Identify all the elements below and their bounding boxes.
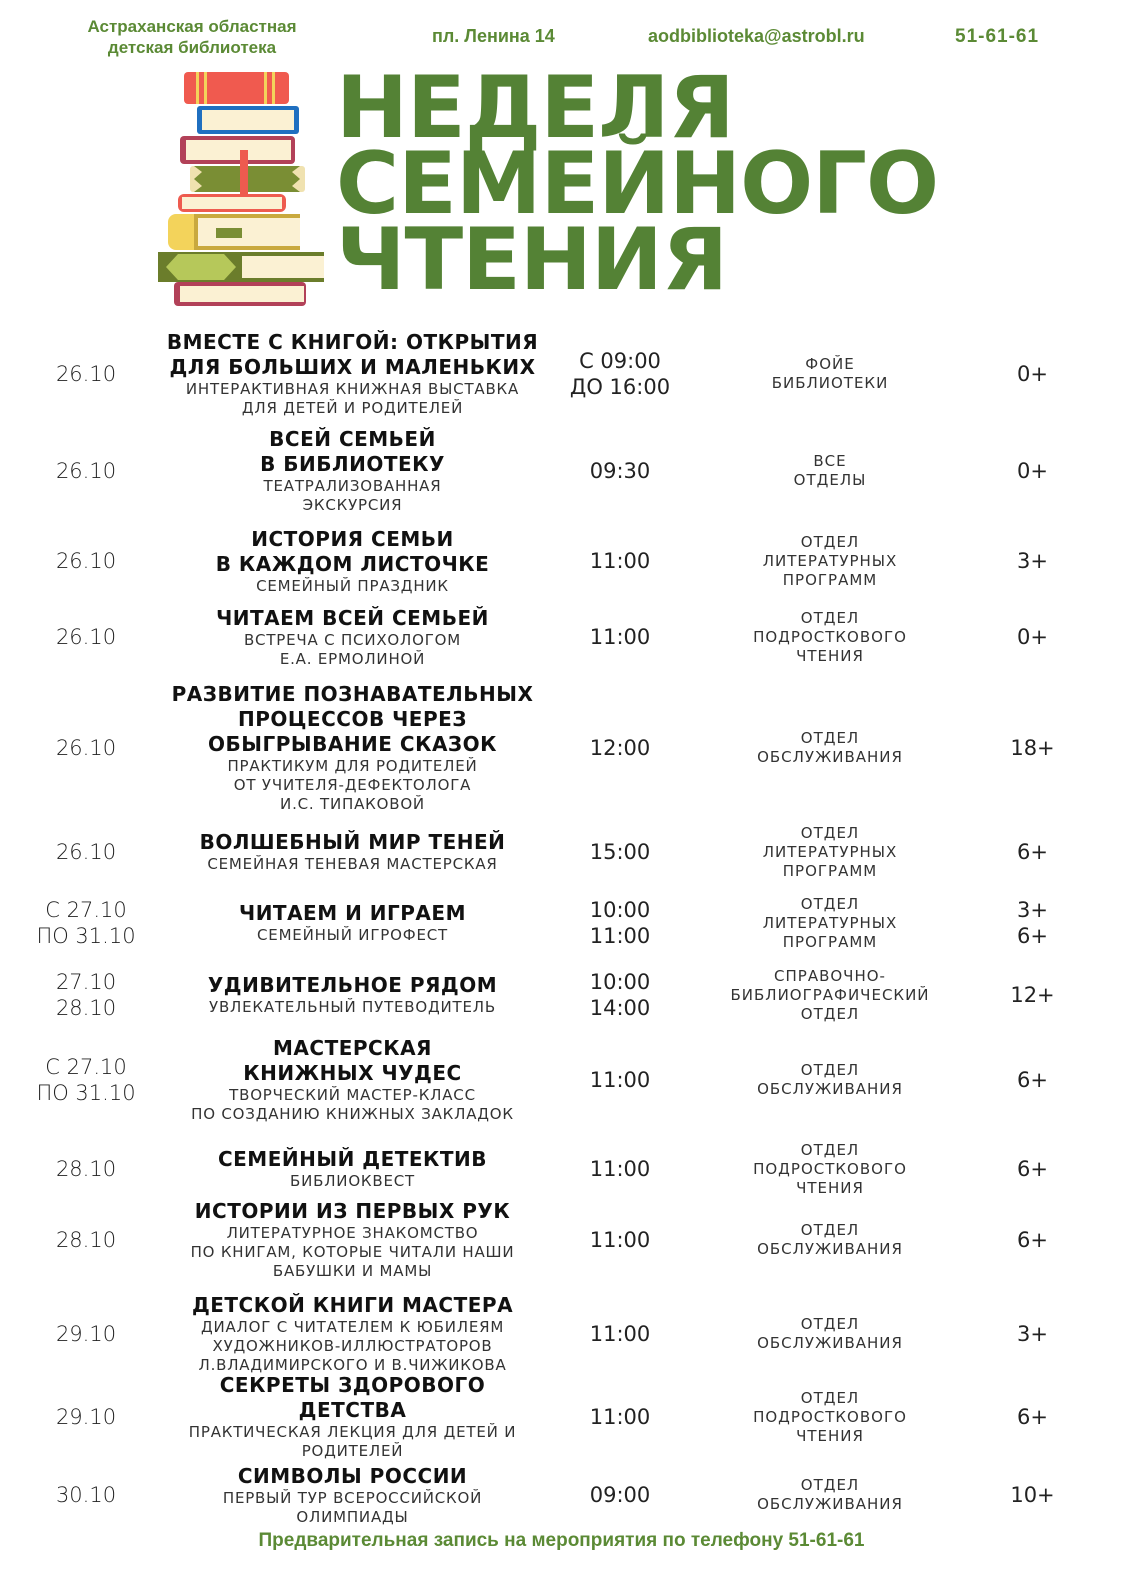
event-date: [30, 602, 142, 672]
email-link[interactable]: aodbiblioteka@astrobl.ru: [648, 26, 865, 46]
phone-number[interactable]: 51-61-61: [955, 26, 1040, 47]
event-info: [165, 890, 540, 956]
event-place-line: ПОДРОСТКОВОГО: [753, 1407, 907, 1426]
event-place-line: ОТДЕЛ: [800, 1315, 860, 1333]
event-place-line: ПРОГРАММ: [782, 932, 878, 951]
event-date: [30, 1134, 142, 1204]
event-place: [720, 1288, 940, 1380]
event-title: ДЕТСКОЙ КНИГИ МАСТЕРА: [191, 1293, 514, 1317]
event-date-line: 26.10: [55, 625, 117, 649]
event-subtitle: БИБЛИОКВЕСТ: [290, 1172, 415, 1190]
age-rating: [995, 328, 1070, 420]
event-time: [560, 678, 680, 818]
event-info: [165, 1134, 540, 1204]
event-time: [560, 822, 680, 882]
age-rating-line: 6+: [1017, 924, 1048, 948]
event-title: ЧИТАЕМ ВСЕЙ СЕМЬЕЙ: [216, 605, 489, 630]
event-time: [560, 526, 680, 596]
library-name: [72, 16, 312, 58]
event-title: В БИБЛИОТЕКУ: [260, 452, 445, 476]
event-date-line: ПО 31.10: [36, 1081, 136, 1105]
event-time-line: 11:00: [589, 1157, 651, 1181]
event-place-line: ОТДЕЛ: [800, 1004, 860, 1023]
event-title: ЧИТАЕМ И ИГРАЕМ: [239, 901, 466, 925]
event-row: [30, 1030, 1110, 1130]
age-rating-line: 6+: [1017, 840, 1048, 864]
age-rating-line: 3+: [1017, 549, 1048, 573]
event-date-line: С 27.10: [45, 898, 127, 922]
event-subtitle: ПРАКТИКУМ ДЛЯ РОДИТЕЛЕЙ: [227, 757, 478, 775]
event-place: [720, 1456, 940, 1534]
event-time: [560, 890, 680, 956]
event-date: [30, 328, 142, 420]
event-place-line: ЛИТЕРАТУРНЫХ: [762, 551, 898, 570]
event-row: [30, 678, 1110, 818]
age-rating: [995, 426, 1070, 516]
age-rating: [995, 1196, 1070, 1284]
event-place-line: СПРАВОЧНО-: [774, 966, 886, 985]
event-subtitle: БАБУШКИ И МАМЫ: [272, 1262, 433, 1280]
event-row: [30, 602, 1110, 672]
event-subtitle: ТВОРЧЕСКИЙ МАСТЕР-КЛАСС: [229, 1086, 476, 1104]
event-info: [165, 1373, 540, 1460]
event-place: [720, 526, 940, 596]
library-name-line2: детская библиотека: [107, 38, 277, 57]
event-subtitle: Л.ВЛАДИМИРСКОГО И В.ЧИЖИКОВА: [198, 1356, 507, 1374]
event-date-line: С 27.10: [45, 1055, 127, 1079]
event-date: [30, 1196, 142, 1284]
event-subtitle: РОДИТЕЛЕЙ: [301, 1442, 404, 1460]
event-subtitle: СЕМЕЙНЫЙ ПРАЗДНИК: [256, 576, 449, 595]
event-place: [720, 890, 940, 956]
event-date-line: 29.10: [55, 1322, 117, 1346]
event-place-line: ОТДЕЛ: [800, 1476, 860, 1494]
event-place-line: ЧТЕНИЯ: [796, 1426, 864, 1445]
age-rating: [995, 822, 1070, 882]
event-info: [165, 426, 540, 516]
age-rating: [995, 678, 1070, 818]
event-row: [30, 426, 1110, 516]
event-subtitle: ОТ УЧИТЕЛЯ-ДЕФЕКТОЛОГА: [233, 776, 472, 794]
event-place-line: ОБСЛУЖИВАНИЯ: [757, 1334, 903, 1352]
event-time: [560, 426, 680, 516]
event-row: [30, 328, 1110, 420]
event-date-line: 29.10: [55, 1405, 117, 1429]
event-place: [720, 426, 940, 516]
event-place-line: ОТДЕЛ: [800, 1388, 860, 1407]
title-line3: ЧТЕНИЯ: [336, 210, 728, 310]
event-place-line: ОБСЛУЖИВАНИЯ: [757, 1080, 903, 1098]
event-time: [560, 328, 680, 420]
event-place-line: ОБСЛУЖИВАНИЯ: [757, 1240, 903, 1258]
event-place-line: ЧТЕНИЯ: [796, 646, 864, 665]
event-info: [165, 822, 540, 882]
event-place-line: БИБЛИОГРАФИЧЕСКИЙ: [730, 985, 930, 1004]
event-title: В КАЖДОМ ЛИСТОЧКЕ: [215, 551, 490, 576]
event-row: [30, 962, 1110, 1028]
age-rating-line: 6+: [1017, 1157, 1048, 1181]
event-subtitle: ХУДОЖНИКОВ-ИЛЛЮСТРАТОРОВ: [212, 1337, 493, 1355]
event-info: [165, 1288, 540, 1380]
event-place: [720, 822, 940, 882]
event-title: КНИЖНЫХ ЧУДЕС: [243, 1061, 462, 1085]
event-date: [30, 822, 142, 882]
event-subtitle: ПРАКТИЧЕСКАЯ ЛЕКЦИЯ ДЛЯ ДЕТЕЙ И: [188, 1423, 517, 1441]
age-rating: [995, 962, 1070, 1028]
event-place-line: ЛИТЕРАТУРНЫХ: [762, 842, 898, 861]
age-rating: [995, 1288, 1070, 1380]
event-info: [165, 1456, 540, 1534]
event-row: [30, 890, 1110, 956]
event-place-line: ПОДРОСТКОВОГО: [753, 1159, 907, 1178]
event-date: [30, 1380, 142, 1454]
age-rating-line: 0+: [1017, 362, 1048, 386]
event-place-line: ОТДЕЛЫ: [793, 471, 867, 489]
event-time-line: 10:00: [589, 970, 651, 994]
event-title: СЕМЕЙНЫЙ ДЕТЕКТИВ: [217, 1147, 488, 1171]
library-name-line1: Астраханская областная: [87, 17, 297, 36]
event-date-line: 30.10: [55, 1483, 117, 1507]
age-rating-line: 18+: [1010, 736, 1055, 760]
event-info: [165, 526, 540, 596]
event-time: [560, 1030, 680, 1130]
age-rating-line: 6+: [1017, 1228, 1048, 1252]
event-subtitle: ТЕАТРАЛИЗОВАННАЯ: [263, 477, 442, 495]
event-time-line: С 09:00: [579, 349, 661, 373]
event-time-line: 09:30: [589, 459, 651, 483]
event-title: ИСТОРИЯ СЕМЬИ: [251, 526, 454, 551]
event-date: [30, 1030, 142, 1130]
age-rating: [995, 1030, 1070, 1130]
event-place-line: ОТДЕЛ: [800, 1221, 860, 1239]
event-date-line: 26.10: [55, 736, 117, 760]
event-subtitle: И.С. ТИПАКОВОЙ: [280, 795, 425, 813]
event-date: [30, 890, 142, 956]
age-rating: [995, 890, 1070, 956]
event-time: [560, 1134, 680, 1204]
address: пл. Ленина 14: [432, 26, 555, 46]
event-place-line: ОТДЕЛ: [800, 532, 860, 551]
event-date: [30, 678, 142, 818]
event-place-line: ОТДЕЛ: [800, 608, 860, 627]
age-rating-line: 6+: [1017, 1405, 1048, 1429]
title-line1: НЕДЕЛЯ: [336, 58, 734, 158]
age-rating: [995, 1456, 1070, 1534]
event-time-line: 14:00: [589, 996, 651, 1020]
event-date: [30, 962, 142, 1028]
event-row: [30, 1456, 1110, 1534]
age-rating-line: 10+: [1010, 1483, 1055, 1507]
event-date-line: 26.10: [55, 459, 117, 483]
event-info: [165, 962, 540, 1028]
event-time: [560, 962, 680, 1028]
event-place: [720, 1134, 940, 1204]
event-place-line: ВСЕ: [813, 452, 847, 470]
event-place-line: ОТДЕЛ: [800, 823, 860, 842]
event-subtitle: ЭКСКУРСИЯ: [302, 496, 403, 514]
stack-of-books-icon: [152, 68, 327, 308]
event-title: ВОЛШЕБНЫЙ МИР ТЕНЕЙ: [199, 830, 506, 854]
event-place: [720, 1030, 940, 1130]
event-date-line: 27.10: [55, 970, 117, 994]
age-rating: [995, 1134, 1070, 1204]
event-place-line: ЛИТЕРАТУРНЫХ: [762, 913, 898, 932]
event-date-line: 28.10: [55, 1157, 117, 1181]
event-subtitle: ПО КНИГАМ, КОТОРЫЕ ЧИТАЛИ НАШИ: [190, 1243, 515, 1261]
event-row: [30, 1196, 1110, 1284]
event-title: ПРОЦЕССОВ ЧЕРЕЗ: [237, 707, 468, 731]
event-place-line: ПРОГРАММ: [782, 570, 878, 589]
event-time: [560, 1288, 680, 1380]
event-time-line: 11:00: [589, 1405, 651, 1429]
event-row: [30, 1373, 1110, 1460]
event-info: [165, 678, 540, 818]
age-rating-line: 12+: [1010, 983, 1055, 1007]
event-subtitle: УВЛЕКАТЕЛЬНЫЙ ПУТЕВОДИТЕЛЬ: [209, 998, 496, 1016]
event-info: [165, 328, 540, 420]
title-line2: СЕМЕЙНОГО: [336, 134, 939, 234]
event-time: [560, 1456, 680, 1534]
event-place: [720, 678, 940, 818]
event-time-line: 11:00: [589, 924, 651, 948]
event-date: [30, 1456, 142, 1534]
event-row: [30, 1134, 1110, 1204]
event-place-line: ПРОГРАММ: [782, 861, 878, 880]
event-time-line: 11:00: [589, 1322, 651, 1346]
event-place-line: ОТДЕЛ: [800, 1140, 860, 1159]
event-title: ИСТОРИИ ИЗ ПЕРВЫХ РУК: [194, 1199, 511, 1223]
event-place-line: ПОДРОСТКОВОГО: [753, 627, 907, 646]
event-row: [30, 822, 1110, 882]
event-title: ДЛЯ БОЛЬШИХ И МАЛЕНЬКИХ: [169, 355, 536, 379]
age-rating: [995, 1380, 1070, 1454]
event-row: [30, 526, 1110, 596]
event-subtitle: ПО СОЗДАНИЮ КНИЖНЫХ ЗАКЛАДОК: [191, 1105, 514, 1123]
event-time-line: 12:00: [589, 736, 651, 760]
event-title: МАСТЕРСКАЯ: [273, 1036, 432, 1060]
event-time: [560, 1380, 680, 1454]
event-place: [720, 1196, 940, 1284]
event-subtitle: ИНТЕРАКТИВНАЯ КНИЖНАЯ ВЫСТАВКА: [185, 380, 520, 398]
event-place: [720, 328, 940, 420]
event-time-line: 15:00: [589, 840, 651, 864]
event-subtitle: ЛИТЕРАТУРНОЕ ЗНАКОМСТВО: [226, 1224, 479, 1242]
event-place-line: ФОЙЕ: [805, 355, 855, 373]
event-place-line: ОБСЛУЖИВАНИЯ: [757, 748, 903, 766]
event-date: [30, 1288, 142, 1380]
event-time-line: 11:00: [589, 1228, 651, 1252]
event-row: [30, 1288, 1110, 1380]
age-rating: [995, 602, 1070, 672]
event-place-line: ОТДЕЛ: [800, 894, 860, 913]
event-place: [720, 602, 940, 672]
event-title: СИМВОЛЫ РОССИИ: [237, 1463, 468, 1488]
event-subtitle: ОЛИМПИАДЫ: [296, 1507, 409, 1526]
event-subtitle: ПЕРВЫЙ ТУР ВСЕРОССИЙСКОЙ: [222, 1488, 483, 1507]
age-rating-line: 6+: [1017, 1068, 1048, 1092]
event-time-line: 09:00: [589, 1483, 651, 1507]
event-date: [30, 426, 142, 516]
age-rating-line: 0+: [1017, 625, 1048, 649]
event-date: [30, 526, 142, 596]
event-time-line: ДО 16:00: [569, 375, 671, 399]
registration-note: Предварительная запись на мероприятия по телефону 51-61-61: [258, 1530, 865, 1551]
event-info: [165, 1196, 540, 1284]
event-date-line: 28.10: [55, 1228, 117, 1252]
event-time-line: 11:00: [589, 1068, 651, 1092]
age-rating-line: 0+: [1017, 459, 1048, 483]
event-date-line: 26.10: [55, 549, 117, 573]
event-place: [720, 962, 940, 1028]
event-info: [165, 602, 540, 672]
event-subtitle: СЕМЕЙНАЯ ТЕНЕВАЯ МАСТЕРСКАЯ: [207, 855, 498, 873]
age-rating-line: 3+: [1017, 898, 1048, 922]
event-subtitle: ВСТРЕЧА С ПСИХОЛОГОМ: [243, 630, 462, 649]
event-date-line: 28.10: [55, 996, 117, 1020]
event-time-line: 10:00: [589, 898, 651, 922]
event-time: [560, 1196, 680, 1284]
event-subtitle: ДЛЯ ДЕТЕЙ И РОДИТЕЛЕЙ: [241, 399, 464, 417]
age-rating-line: 3+: [1017, 1322, 1048, 1346]
event-subtitle: Е.А. ЕРМОЛИНОЙ: [279, 649, 426, 668]
event-place-line: ОТДЕЛ: [800, 729, 860, 747]
event-time-line: 11:00: [589, 625, 651, 649]
event-time-line: 11:00: [589, 549, 651, 573]
event-place-line: БИБЛИОТЕКИ: [771, 374, 889, 392]
event-place-line: ЧТЕНИЯ: [796, 1178, 864, 1197]
event-info: [165, 1030, 540, 1130]
event-date-line: 26.10: [55, 362, 117, 386]
event-date-line: ПО 31.10: [36, 924, 136, 948]
event-place-line: ОБСЛУЖИВАНИЯ: [757, 1495, 903, 1513]
event-title: СЕКРЕТЫ ЗДОРОВОГО ДЕТСТВА: [219, 1373, 486, 1422]
event-title: РАЗВИТИЕ ПОЗНАВАТЕЛЬНЫХ: [171, 682, 534, 706]
event-title: УДИВИТЕЛЬНОЕ РЯДОМ: [207, 973, 498, 997]
event-title: ВМЕСТЕ С КНИГОЙ: ОТКРЫТИЯ: [166, 330, 539, 354]
event-place-line: ОТДЕЛ: [800, 1061, 860, 1079]
age-rating: [995, 526, 1070, 596]
event-title: ВСЕЙ СЕМЬЕЙ: [269, 427, 436, 451]
event-subtitle: СЕМЕЙНЫЙ ИГРОФЕСТ: [257, 926, 448, 944]
event-title: ОБЫГРЫВАНИЕ СКАЗОК: [208, 732, 497, 756]
event-subtitle: ДИАЛОГ С ЧИТАТЕЛЕМ К ЮБИЛЕЯМ: [200, 1318, 505, 1336]
poster-title: [336, 58, 939, 310]
event-place: [720, 1380, 940, 1454]
event-date-line: 26.10: [55, 840, 117, 864]
event-time: [560, 602, 680, 672]
